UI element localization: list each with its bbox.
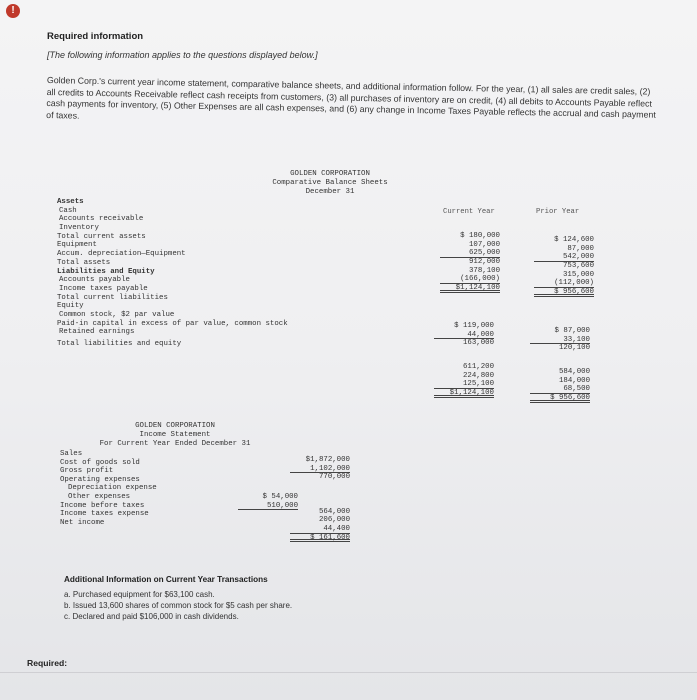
bs-label: Retained earnings (59, 328, 135, 337)
divider (0, 672, 697, 673)
bs-value: 107,000 (468, 240, 500, 249)
is-value: 1,102,000 (290, 465, 350, 474)
is-label: Other expenses (68, 492, 131, 501)
bs-label: Total liabilities and equity (57, 340, 182, 348)
bs-value: 584,000 (558, 368, 590, 377)
is-value: $1,872,000 (305, 456, 350, 464)
bs-value: $ 180,000 (460, 232, 500, 240)
bs-label: Assets (57, 198, 84, 206)
col-current-header: Current Year (443, 208, 495, 216)
is-label: Net income (60, 518, 105, 527)
is-subtotal-column (238, 493, 298, 510)
bs-prior-liab-column (530, 327, 590, 403)
bs-current-liab-column (434, 322, 494, 398)
is-label: Cost of goods sold (60, 458, 140, 467)
bs-label: Liabilities and Equity (57, 267, 155, 276)
bs-value: 625,000 (440, 249, 500, 258)
bs-value: $ 87,000 (554, 327, 590, 335)
bs-label: Common stock, $2 par value (59, 310, 175, 319)
bs-value: 315,000 (562, 270, 594, 279)
bs-value: $1,124,100 (440, 284, 500, 293)
bs-value: 125,100 (434, 380, 494, 389)
bs-value: $ 119,000 (454, 322, 494, 330)
bs-label: Accounts payable (59, 276, 130, 285)
bs-value: 33,100 (530, 336, 590, 345)
income-statement-labels (60, 450, 300, 527)
bs-value: 378,100 (468, 266, 500, 275)
income-statement-heading (95, 422, 255, 449)
bs-value: (166,000) (440, 275, 500, 284)
bs-label: Equity (57, 302, 84, 311)
bs-value: 68,500 (530, 385, 590, 394)
bs-value: 224,800 (462, 371, 494, 380)
additional-info-list (64, 589, 292, 622)
additional-item: c. Declared and paid $106,000 in cash dividends. (64, 612, 239, 621)
is-value: $ 161,600 (290, 534, 350, 543)
bs-label: Accum. depreciation—Equipment (57, 250, 186, 259)
is-company: GOLDEN CORPORATION (135, 422, 215, 430)
bs-company: GOLDEN CORPORATION (290, 170, 370, 178)
bs-value: 184,000 (558, 376, 590, 385)
bs-label: Cash (59, 206, 77, 215)
alert-icon: ! (6, 4, 20, 18)
bs-value: 44,000 (434, 331, 494, 340)
bs-value: $ 956,600 (530, 394, 590, 403)
bs-label: Total assets (57, 258, 111, 267)
is-label: Depreciation expense (68, 484, 157, 493)
bs-label: Inventory (59, 224, 99, 233)
bs-value: (112,000) (534, 279, 594, 288)
bs-value: 611,200 (462, 363, 494, 372)
bs-label: Income taxes payable (59, 284, 148, 293)
bs-label: Accounts receivable (59, 215, 144, 224)
is-value: $ 54,000 (262, 493, 298, 501)
bs-prior-column (534, 236, 594, 297)
is-value: 564,000 (318, 507, 350, 516)
bs-value: $1,124,100 (434, 389, 494, 398)
balance-sheet-heading (230, 170, 430, 197)
is-period: For Current Year Ended December 31 (99, 440, 251, 448)
page-subtitle: [The following information applies to the questions displayed below.] (47, 50, 318, 60)
is-label: Income before taxes (60, 501, 145, 510)
bs-value: 912,000 (468, 258, 500, 267)
page-title: Required information (47, 31, 144, 42)
is-value: 510,000 (238, 502, 298, 511)
bs-value: $ 956,600 (534, 288, 594, 297)
additional-item: b. Issued 13,600 shares of common stock for $5 cash per share. (64, 601, 293, 610)
is-amount-column (290, 456, 350, 542)
is-value: 44,400 (290, 525, 350, 534)
bs-label: Paid-in capital in excess of par value, common stock (57, 319, 288, 328)
bs-value: 542,000 (534, 253, 594, 262)
bs-current-column (440, 232, 500, 293)
is-value: 206,000 (318, 516, 350, 525)
intro-paragraph: Golden Corp.'s current year income statement, comparative balance sheets, and additional information follow. For the year, (1) all sales are credit sales, (2) all credits to Accounts Receivable reflect cash receipts from customers, (3) all purchases of inventory are on credit, (4) all debits to Accounts Payable reflect cash payments for inventory, (5) Other Expenses are all cash expenses, and (6) any change in Income Taxes Payable reflects the accrual and cash payment of taxes. (46, 75, 656, 121)
additional-item: a. Purchased equipment for $63,100 cash. (64, 590, 215, 599)
is-value: 770,000 (318, 473, 350, 482)
bs-label: Total current assets (57, 232, 146, 241)
is-label: Income taxes expense (60, 510, 149, 519)
bs-label: Equipment (57, 241, 97, 250)
balance-sheet-labels (57, 198, 387, 349)
bs-value: 753,600 (562, 262, 594, 271)
additional-info-title: Additional Information on Current Year Transactions (64, 575, 268, 584)
is-label: Gross profit (60, 467, 114, 476)
col-prior-header: Prior Year (536, 208, 580, 216)
required-label: Required: (27, 658, 68, 668)
bs-date: December 31 (305, 188, 355, 196)
bs-value: 87,000 (567, 244, 594, 253)
bs-value: 120,100 (558, 344, 590, 353)
bs-value: $ 124,600 (554, 236, 594, 244)
bs-title: Comparative Balance Sheets (272, 179, 388, 187)
bs-value: 163,000 (462, 339, 494, 348)
is-title: Income Statement (139, 431, 211, 439)
bs-label: Total current liabilities (57, 293, 168, 302)
is-label: Operating expenses (60, 475, 140, 484)
is-label: Sales (60, 450, 83, 458)
